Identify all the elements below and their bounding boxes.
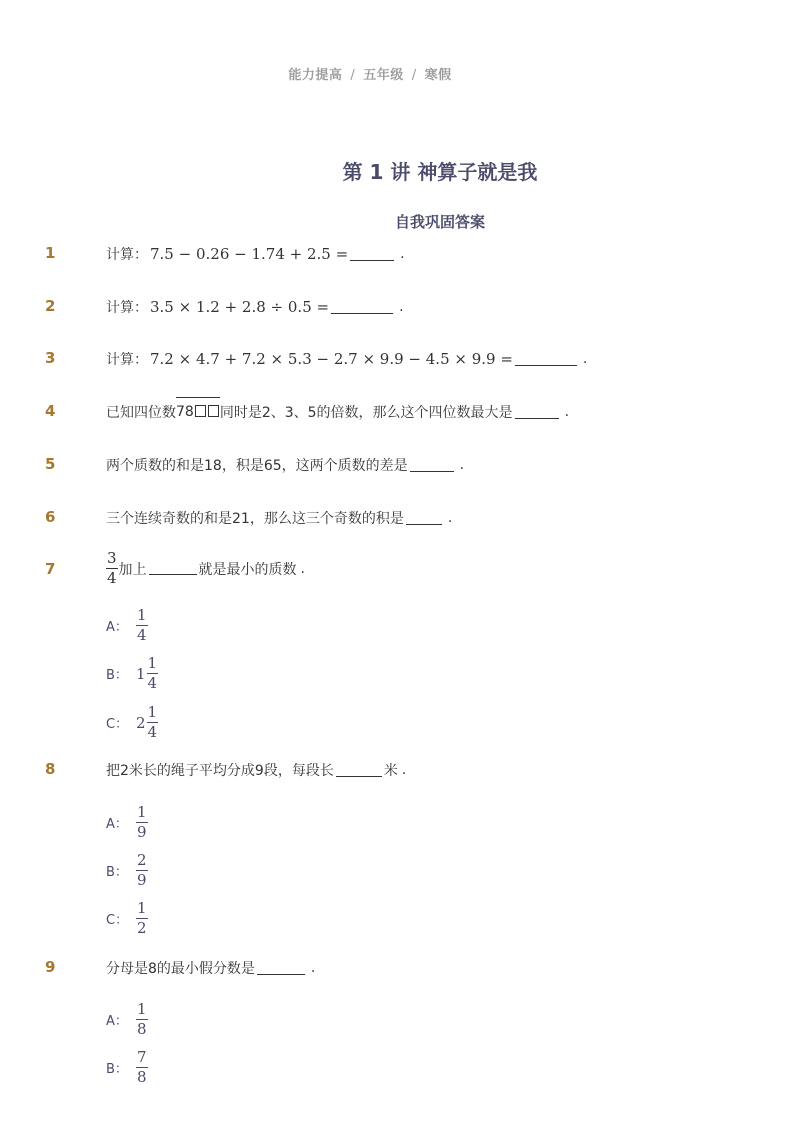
question-number: 6 (45, 508, 56, 526)
fraction-numerator: 2 (137, 851, 147, 869)
question-8 (106, 760, 406, 780)
question-number: 1 (45, 244, 56, 262)
overlined-number (176, 404, 220, 420)
fraction (136, 853, 148, 888)
overline (176, 397, 220, 398)
answer-blank (515, 406, 559, 419)
math-expression: 7.5 − 0.26 − 1.74 + 2.5 = (150, 245, 349, 263)
question-3 (106, 349, 587, 369)
option-label: B： (106, 668, 128, 683)
digit-box (195, 405, 206, 417)
mixed-whole: 2 (136, 713, 146, 732)
fraction (136, 1050, 148, 1085)
answer-blank (336, 764, 382, 777)
fraction-denominator: 8 (137, 1020, 147, 1038)
page-title: 第 1 讲 神算子就是我 (342, 160, 538, 184)
question-9 (106, 958, 315, 978)
digit-box (208, 405, 219, 417)
question-5 (106, 455, 464, 475)
question-number: 9 (45, 958, 56, 976)
question-text: 把2米长的绳子平均分成9段，每段长 (106, 763, 334, 779)
option-c (106, 901, 148, 936)
fraction (136, 1002, 148, 1037)
question-prefix: 计算： (106, 352, 148, 368)
option-b (106, 656, 158, 691)
answer-blank (515, 353, 577, 366)
fraction-denominator: 4 (147, 723, 158, 741)
option-label: A： (106, 620, 128, 635)
fraction (106, 551, 118, 586)
math-expression: 3.5 × 1.2 + 2.8 ÷ 0.5 = (150, 298, 330, 316)
option-label: C： (106, 913, 129, 928)
fraction-numerator: 7 (137, 1048, 147, 1066)
question-number: 7 (45, 560, 56, 578)
fraction-denominator: 9 (137, 871, 147, 889)
question-suffix: . (399, 299, 404, 315)
answer-blank (406, 512, 442, 525)
fraction-numerator: 1 (147, 654, 158, 672)
fraction-numerator: 3 (107, 549, 117, 567)
fraction-denominator: 4 (137, 626, 147, 644)
question-suffix: . (400, 246, 405, 262)
question-number: 5 (45, 455, 56, 473)
fraction-numerator: 1 (147, 703, 158, 721)
fraction-numerator: 1 (137, 899, 147, 917)
fraction-denominator: 2 (137, 919, 147, 937)
answer-blank (257, 962, 305, 975)
fraction (147, 656, 159, 691)
question-6 (106, 508, 452, 528)
breadcrumb-separator: / (350, 68, 356, 83)
fraction-numerator: 1 (137, 1000, 147, 1018)
breadcrumb (0, 64, 740, 83)
question-prefix: 已知四位数 (106, 405, 176, 421)
question-1 (106, 244, 405, 264)
question-text: 加上 (118, 561, 147, 578)
option-a (106, 608, 148, 643)
answer-blank (410, 459, 454, 472)
question-2 (106, 297, 404, 317)
question-text: 就是最小的质数 (198, 561, 297, 578)
question-number: 4 (45, 402, 56, 420)
question-number: 3 (45, 349, 56, 367)
question-text: 同时是2、3、5的倍数，那么这个四位数最大是 (219, 405, 513, 421)
option-label: C： (106, 717, 129, 732)
question-suffix: . (447, 510, 453, 526)
option-label: B： (106, 865, 128, 880)
breadcrumb-item: 能力提高 (288, 68, 343, 83)
option-b (106, 853, 148, 888)
question-suffix: . (564, 404, 570, 420)
unit-label: 米 (383, 763, 398, 779)
breadcrumb-item: 五年级 (363, 68, 404, 83)
known-digits: 78 (176, 404, 194, 420)
fraction-denominator: 4 (107, 569, 117, 587)
question-number: 2 (45, 297, 56, 315)
fraction (136, 901, 148, 936)
question-suffix: . (300, 560, 305, 577)
question-text: 两个质数的和是18，积是65，这两个质数的差是 (106, 458, 408, 474)
option-a (106, 805, 148, 840)
question-text: 分母是8的最小假分数是 (106, 961, 255, 977)
fraction-denominator: 9 (137, 823, 147, 841)
option-c (106, 705, 158, 740)
fraction (147, 705, 159, 740)
question-7 (106, 551, 305, 586)
question-suffix: . (401, 762, 407, 778)
question-4 (106, 402, 569, 422)
answer-blank (149, 562, 197, 575)
question-number: 8 (45, 760, 56, 778)
breadcrumb-separator: / (411, 68, 417, 83)
page-subtitle: 自我巩固答案 (394, 213, 485, 231)
answer-blank (331, 301, 393, 314)
fraction (136, 805, 148, 840)
question-prefix: 计算： (106, 300, 148, 316)
fraction (136, 608, 148, 643)
option-label: A： (106, 817, 128, 832)
question-prefix: 计算： (106, 247, 148, 263)
question-suffix: . (459, 457, 465, 473)
fraction-denominator: 4 (147, 674, 158, 692)
fraction-numerator: 1 (137, 803, 147, 821)
option-a (106, 1002, 148, 1037)
breadcrumb-item: 寒假 (424, 68, 452, 83)
option-b (106, 1050, 148, 1085)
question-suffix: . (582, 351, 588, 367)
question-suffix: . (310, 960, 316, 976)
option-label: A： (106, 1014, 128, 1029)
option-label: B： (106, 1062, 128, 1077)
math-expression: 7.2 × 4.7 + 7.2 × 5.3 − 2.7 × 9.9 − 4.5 × 9.9 = (150, 350, 513, 368)
fraction-numerator: 1 (137, 606, 147, 624)
fraction-denominator: 8 (137, 1068, 147, 1086)
mixed-whole: 1 (136, 664, 146, 683)
question-text: 三个连续奇数的和是21，那么这三个奇数的积是 (106, 511, 404, 527)
answer-blank (350, 248, 394, 261)
